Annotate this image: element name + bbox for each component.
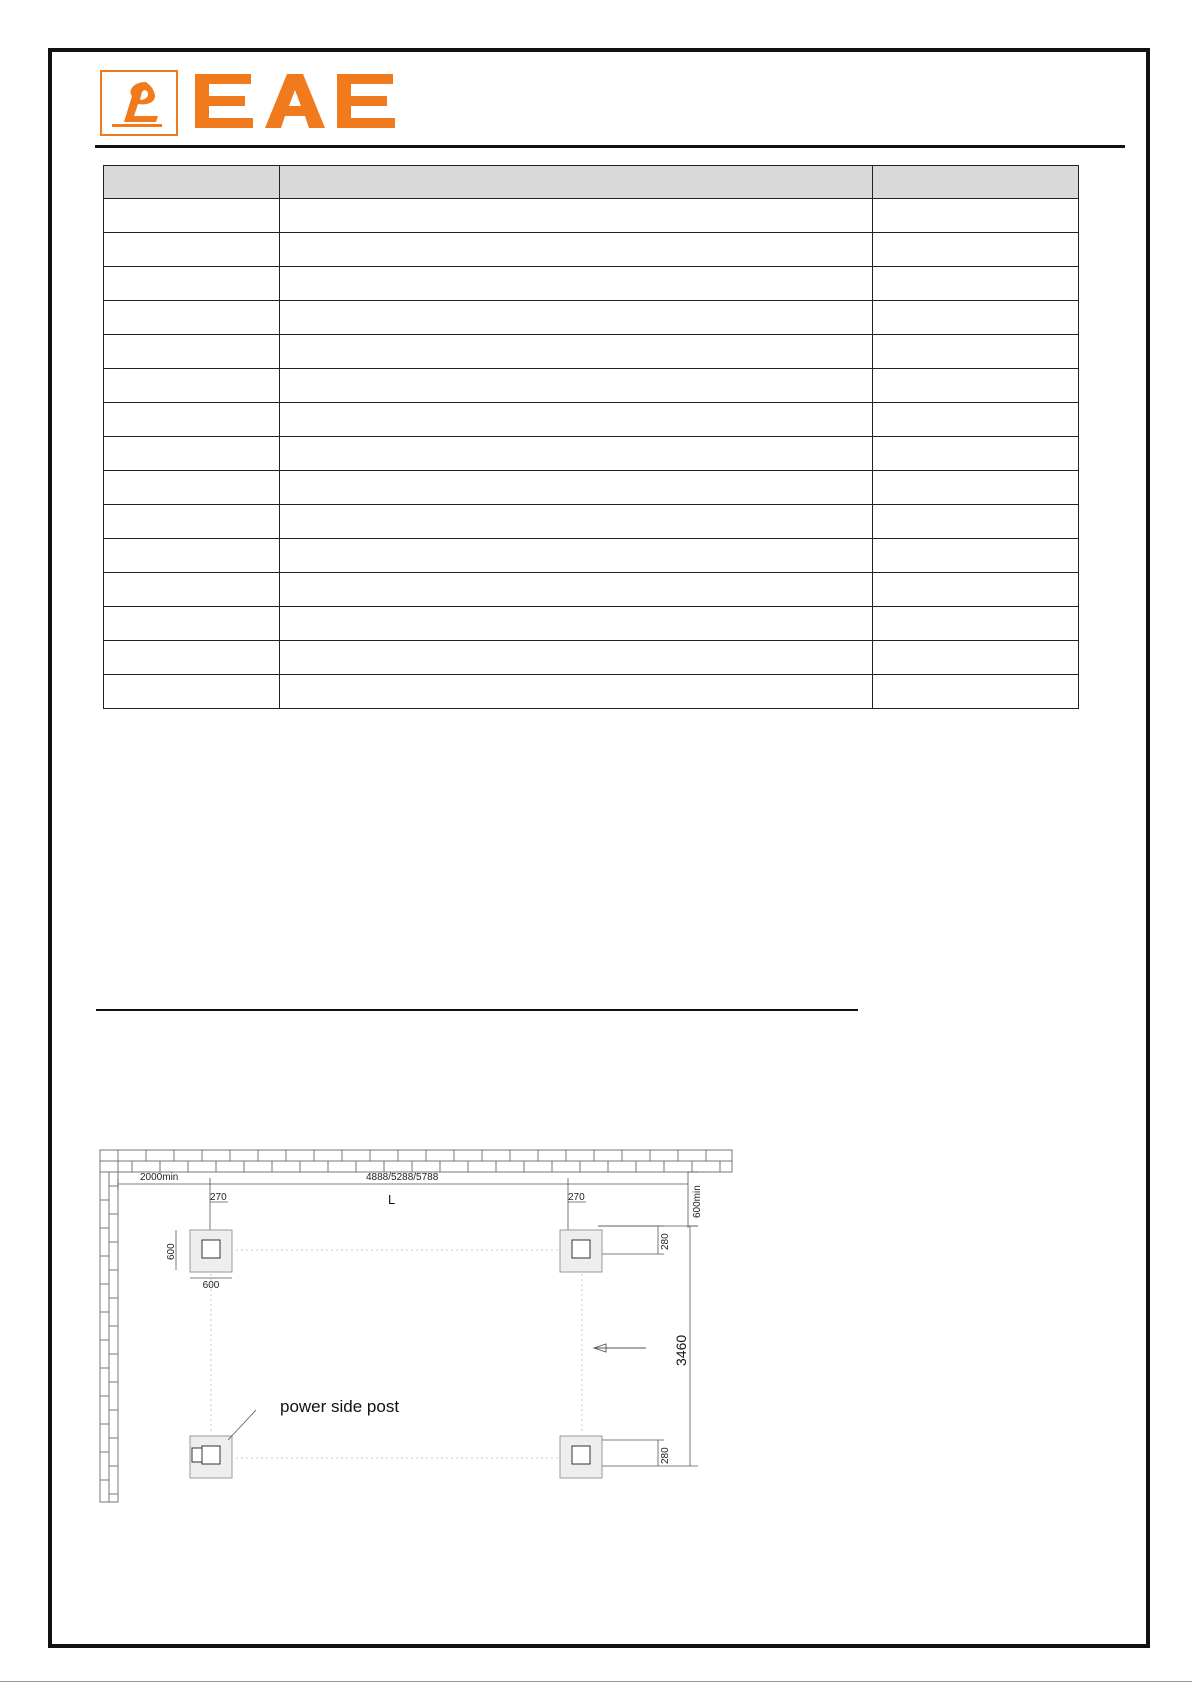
table-cell	[104, 437, 280, 471]
table-row	[104, 199, 1079, 233]
table-cell	[873, 267, 1079, 301]
spec-table-body	[104, 199, 1079, 709]
table-cell	[104, 505, 280, 539]
table-cell	[280, 607, 873, 641]
table-cell	[873, 369, 1079, 403]
table-header-cell	[104, 166, 280, 199]
table-cell	[873, 335, 1079, 369]
table-cell	[280, 539, 873, 573]
header-rule	[95, 145, 1125, 148]
dim-wall-clearance: 2000min	[140, 1172, 179, 1183]
centerlines	[211, 1250, 582, 1458]
table-header-row	[104, 166, 1079, 199]
dimension-lines	[118, 1172, 698, 1466]
drive-direction-arrow-icon	[594, 1344, 646, 1352]
table-cell	[104, 573, 280, 607]
dim-length: 4888/5288/5788	[366, 1172, 439, 1183]
table-row	[104, 437, 1079, 471]
table-cell	[280, 267, 873, 301]
wall-left	[100, 1150, 118, 1502]
dim-width: 3460	[673, 1334, 689, 1366]
dim-pad-height: 600	[166, 1243, 177, 1260]
table-cell	[873, 403, 1079, 437]
table-cell	[104, 539, 280, 573]
post-pad	[190, 1436, 232, 1478]
leader-line	[228, 1410, 256, 1440]
table-cell	[104, 335, 280, 369]
table-row	[104, 675, 1079, 709]
installation-layout-drawing	[98, 1148, 738, 1520]
table-row	[104, 335, 1079, 369]
table-cell	[280, 301, 873, 335]
table-header-cell	[873, 166, 1079, 199]
table-cell	[873, 573, 1079, 607]
brand-wordmark	[195, 62, 395, 137]
post-pad	[560, 1436, 602, 1478]
table-cell	[280, 335, 873, 369]
table-cell	[873, 471, 1079, 505]
table-cell	[104, 607, 280, 641]
table-cell	[104, 301, 280, 335]
table-row	[104, 607, 1079, 641]
table-cell	[280, 369, 873, 403]
table-cell	[280, 573, 873, 607]
table-cell	[104, 403, 280, 437]
table-cell	[280, 233, 873, 267]
table-row	[104, 233, 1079, 267]
table-cell	[280, 437, 873, 471]
section-rule	[96, 1009, 858, 1011]
table-cell	[873, 539, 1079, 573]
table-cell	[280, 505, 873, 539]
table-row	[104, 573, 1079, 607]
brand-logo-icon	[102, 72, 176, 134]
post-pad	[190, 1230, 232, 1272]
table-cell	[873, 505, 1079, 539]
table-cell	[104, 641, 280, 675]
dim-post-offset: 270	[210, 1192, 227, 1203]
spec-table	[103, 165, 1079, 709]
table-cell	[104, 267, 280, 301]
table-row	[104, 403, 1079, 437]
table-cell	[104, 675, 280, 709]
dim-post-depth: 280	[660, 1233, 671, 1250]
table-cell	[104, 471, 280, 505]
table-cell	[104, 199, 280, 233]
table-cell	[873, 641, 1079, 675]
dim-post-depth: 280	[660, 1447, 671, 1464]
table-row	[104, 471, 1079, 505]
table-cell	[280, 471, 873, 505]
table-cell	[873, 607, 1079, 641]
table-cell	[873, 233, 1079, 267]
table-row	[104, 267, 1079, 301]
dim-post-offset: 270	[568, 1192, 585, 1203]
brand-logo-mark	[100, 70, 178, 136]
label-power-side-post: power side post	[280, 1397, 400, 1416]
dim-pad-width: 600	[202, 1280, 220, 1291]
dim-length-symbol: L	[388, 1192, 396, 1207]
footer-rule	[0, 1681, 1192, 1682]
table-row	[104, 539, 1079, 573]
table-cell	[280, 675, 873, 709]
dim-rear-clearance: 600min	[692, 1185, 703, 1218]
table-cell	[873, 437, 1079, 471]
table-row	[104, 505, 1079, 539]
table-header-cell	[280, 166, 873, 199]
table-row	[104, 301, 1079, 335]
table-cell	[280, 641, 873, 675]
table-row	[104, 641, 1079, 675]
post-pad	[560, 1230, 602, 1272]
table-cell	[873, 199, 1079, 233]
power-unit-icon	[192, 1448, 202, 1462]
table-cell	[104, 369, 280, 403]
wall-top	[100, 1150, 732, 1172]
table-cell	[280, 199, 873, 233]
table-cell	[280, 403, 873, 437]
table-cell	[104, 233, 280, 267]
table-row	[104, 369, 1079, 403]
table-cell	[873, 675, 1079, 709]
table-cell	[873, 301, 1079, 335]
